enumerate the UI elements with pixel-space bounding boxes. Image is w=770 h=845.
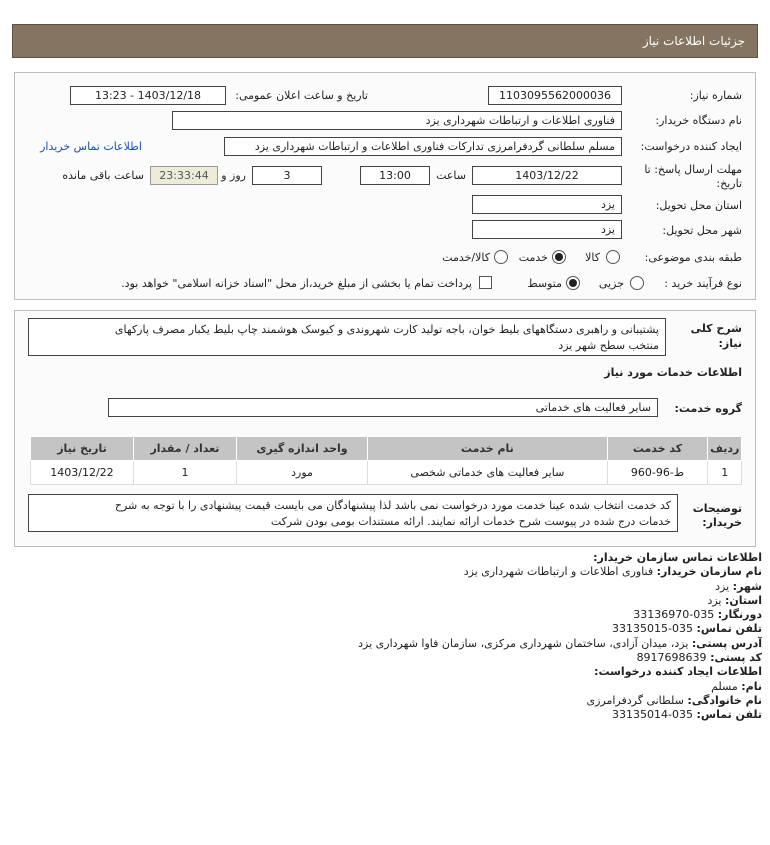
service-group-field: سایر فعالیت های خدماتی	[108, 398, 658, 417]
summary-line: پشتیبانی و راهبری دستگاههای بلیط خوان، باجه تولید کارت شهروندی و کیوسک هوشمند چاپ بلیط یکبار مصرف پارکهای	[114, 323, 659, 336]
creator-label: ایجاد کننده درخواست:	[640, 140, 742, 153]
org-value: فناوری اطلاعات و ارتباطات شهرداری یزد	[463, 565, 654, 579]
treasury-payment-text: پرداخت تمام یا بخشی از مبلغ خرید،از محل "اسناد خزانه اسلامی" خواهد بود.	[121, 277, 472, 290]
creator-phone-label: تلفن تماس:	[696, 708, 762, 722]
contact-province-value: یزد	[707, 593, 722, 607]
family-value: سلطانی گردفرامرزی	[586, 693, 684, 707]
announce-field: 1403/12/18 - 13:23	[70, 86, 226, 105]
need-info-panel	[14, 72, 756, 300]
cell-unit: مورد	[236, 461, 367, 485]
category-label: طبقه بندی موضوعی:	[644, 251, 742, 264]
notes-label-2: خریدار:	[702, 516, 742, 529]
cell-row: 1	[708, 461, 742, 485]
table-row	[31, 461, 742, 485]
address-label: آدرس پستی:	[691, 636, 762, 650]
city-label: شهر محل تحویل:	[662, 224, 742, 237]
category-service-label: خدمت	[518, 251, 548, 264]
province-label: استان محل تحویل:	[655, 199, 742, 212]
process-medium-label: متوسط	[527, 277, 562, 290]
creator-section-title: اطلاعات ایجاد کننده درخواست:	[594, 665, 762, 679]
notes-textarea	[28, 494, 678, 532]
cell-name: سایر فعالیت های خدماتی شخصی	[368, 461, 607, 485]
contact-info	[22, 551, 762, 723]
process-medium-radio[interactable]	[566, 276, 580, 290]
category-goods-radio[interactable]	[606, 250, 620, 264]
contact-city-value: یزد	[715, 579, 730, 593]
creator-phone-value: 035-33135014	[612, 708, 694, 722]
summary-textarea	[28, 318, 666, 356]
notes-line: کد خدمت انتخاب شده عینا خدمت مورد درخواست نمی باشد لذا پیشنهادگان می بایست قیمت پیشنهادی را با توجه به شرح	[114, 499, 671, 512]
contact-city-label: شهر:	[732, 579, 762, 593]
cell-qty: 1	[133, 461, 236, 485]
postal-value: 8917698639	[636, 651, 707, 665]
service-group-label: گروه خدمت:	[674, 402, 742, 415]
col-code-header: کد خدمت	[607, 437, 708, 461]
days-label: روز و	[221, 169, 246, 182]
fax-value: 035-33136970	[633, 608, 715, 622]
fax-label: دورنگار:	[717, 608, 762, 622]
deadline-date-field: 1403/12/22	[472, 166, 622, 185]
process-minor-label: جزیی	[598, 277, 624, 290]
remaining-time-field: 23:33:44	[150, 166, 218, 185]
phone-label: تلفن تماس:	[696, 622, 762, 636]
page-title: جزئیات اطلاعات نیاز	[642, 34, 745, 48]
col-qty-header: تعداد / مقدار	[133, 437, 236, 461]
col-date-header: تاریخ نیاز	[31, 437, 134, 461]
creator-field: مسلم سلطانی گردفرامرزی تدارکات فناوری اطلاعات و ارتباطات شهرداری یزد	[224, 137, 622, 156]
category-goods-label: کالا	[585, 251, 600, 264]
days-field: 3	[252, 166, 322, 185]
services-table	[30, 436, 742, 485]
summary-line: منتخب سطح شهر یزد	[558, 339, 659, 352]
announce-label: تاریخ و ساعت اعلان عمومی:	[235, 89, 368, 102]
remaining-label: ساعت باقی مانده	[62, 169, 144, 182]
family-label: نام خانوادگی:	[687, 693, 762, 707]
category-service-radio[interactable]	[552, 250, 566, 264]
buyer-org-label: نام دستگاه خریدار:	[655, 114, 742, 127]
deadline-label-2: تاریخ:	[716, 177, 742, 190]
contact-title: اطلاعات تماس سازمان خریدار:	[593, 551, 762, 564]
cell-code: ط-96-960	[607, 461, 708, 485]
process-label: نوع فرآیند خرید :	[664, 277, 742, 290]
buyer-contact-link[interactable]: اطلاعات تماس خریدار	[40, 140, 142, 153]
summary-label: شرح کلی	[690, 322, 742, 335]
address-value: یزد، میدان آزادی، ساختمان شهرداری مرکزی، سازمان فاوا شهرداری یزد	[358, 636, 689, 650]
province-field: یزد	[472, 195, 622, 214]
buyer-org-field: فناوری اطلاعات و ارتباطات شهرداری یزد	[172, 111, 622, 130]
cell-date: 1403/12/22	[31, 461, 134, 485]
col-unit-header: واحد اندازه گیری	[236, 437, 367, 461]
city-field: یزد	[472, 220, 622, 239]
notes-line: خدمات درج شده در پیوست شرح خدمات ارائه نمایند. ارائه مستندات بومی بودن شرکت	[270, 515, 671, 528]
category-goods-service-label: کالا/خدمت	[442, 251, 490, 264]
need-number-label: شماره نیاز:	[689, 89, 742, 102]
page-header	[12, 24, 758, 58]
notes-label: توضیحات	[692, 502, 742, 515]
table-header-row	[31, 437, 742, 461]
name-value: مسلم	[711, 679, 738, 693]
postal-label: کد پستی:	[710, 651, 762, 665]
col-name-header: نام خدمت	[368, 437, 607, 461]
deadline-label: مهلت ارسال پاسخ: تا	[644, 163, 742, 176]
col-row-header: ردیف	[708, 437, 742, 461]
time-label: ساعت	[436, 169, 466, 182]
category-goods-service-radio[interactable]	[494, 250, 508, 264]
org-label: نام سازمان خریدار:	[656, 565, 762, 579]
deadline-time-field: 13:00	[360, 166, 430, 185]
need-number-field: 1103095562000036	[488, 86, 622, 105]
phone-value: 035-33135015	[612, 622, 694, 636]
summary-label-2: نیاز:	[718, 337, 742, 350]
services-section-title: اطلاعات خدمات مورد نیاز	[604, 366, 742, 379]
treasury-payment-checkbox[interactable]	[479, 276, 492, 289]
process-minor-radio[interactable]	[630, 276, 644, 290]
contact-province-label: استان:	[725, 593, 762, 607]
name-label: نام:	[741, 679, 762, 693]
